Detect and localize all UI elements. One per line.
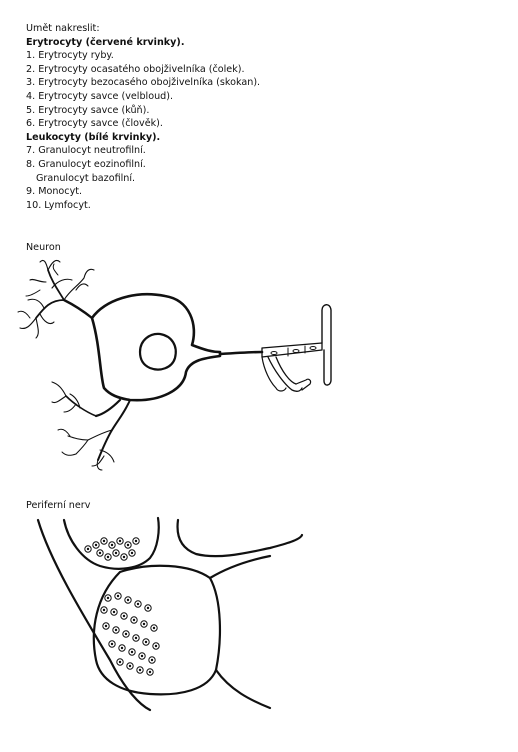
nerve-caption: Periferní nerv xyxy=(26,500,91,511)
list-item: 7. Granulocyt neutrofilní. xyxy=(26,145,146,157)
list-item: 6. Erytrocyty savce (člověk). xyxy=(26,118,163,130)
list-item: 3. Erytrocyty bezocasého obojživelníka (skokan). xyxy=(26,77,261,89)
neuron-caption: Neuron xyxy=(26,242,61,253)
intro-text: Umět nakreslit: xyxy=(26,23,100,34)
list-item: 10. Lymfocyt. xyxy=(26,199,91,211)
nerve-outline-left xyxy=(38,520,150,710)
list-item: 9. Monocyt. xyxy=(26,186,83,198)
list-item: Granulocyt bazofilní. xyxy=(36,172,136,184)
list-item: 4. Erytrocyty savce (velbloud). xyxy=(26,90,174,102)
list-item: 2. Erytrocyty ocasatého obojživelníka (čolek). xyxy=(26,63,245,75)
septum-right xyxy=(178,520,302,556)
list-item: 5. Erytrocyty savce (kůň). xyxy=(26,104,150,116)
small-fascicle xyxy=(64,518,159,569)
list-item: 8. Granulocyt eozinofilní. xyxy=(26,158,146,170)
list-item: 1. Erytrocyty ryby. xyxy=(26,50,114,62)
leukocytes-heading: Leukocyty (bílé krvinky). xyxy=(26,131,161,143)
erythrocytes-heading: Erytrocyty (červené krvinky). xyxy=(26,36,185,48)
